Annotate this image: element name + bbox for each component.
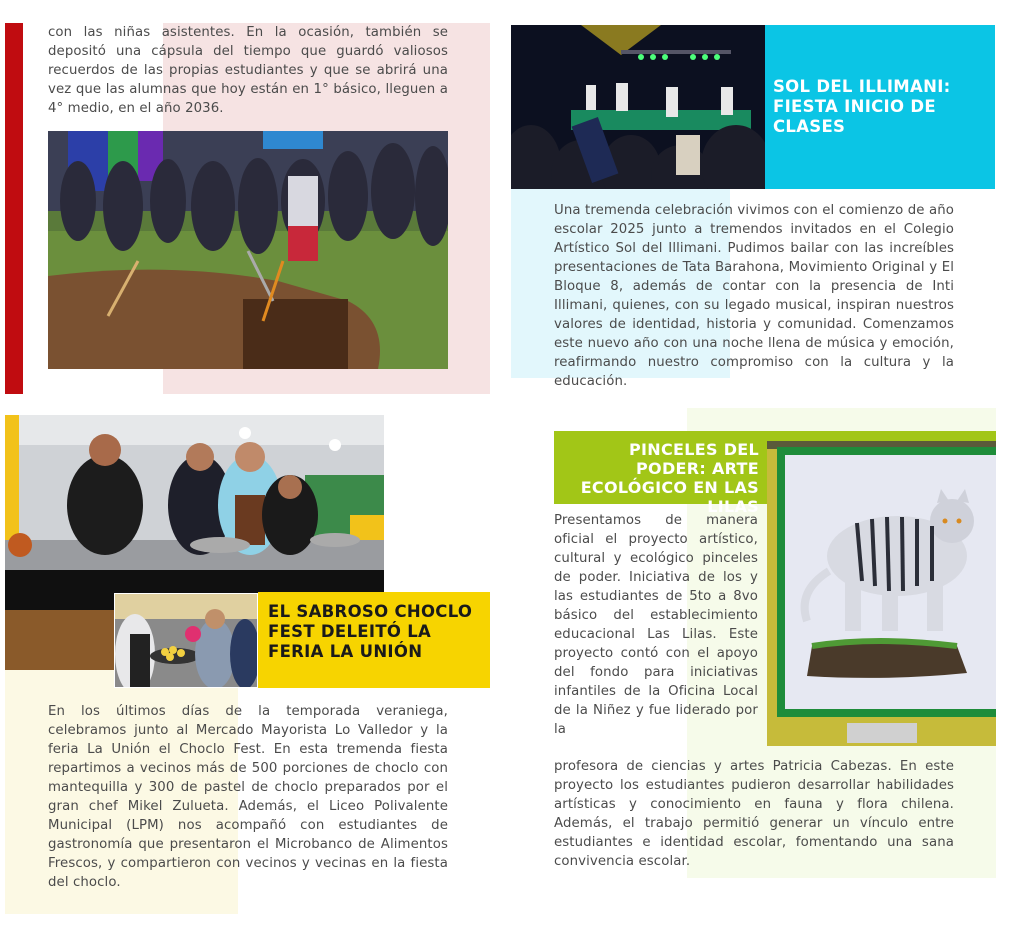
sol-illimani-headline: SOL DEL ILLIMANI: FIESTA INICIO DE CLASES: [773, 77, 951, 136]
corn-serving-photo-illustration: [115, 594, 257, 687]
pinceles-article-body-column: Presentamos de manera oficial el proyecto artístico, cultural y ecológico pinceles de poder. Iniciativa de los y las estudiantes de 5to a 8vo básico del establecimiento educacional Las Lilas. Este proyecto contó con el apoyo del fondo para iniciativas infantiles de la Oficina Local de la Niñez y fue liderado por la: [554, 513, 758, 737]
choclo-fest-article-body: En los últimos días de la temporada veraniega, celebramos junto al Mercado Mayorista Lo Valledor y la feria La Unión el Choclo Fest. En esta tremenda fiesta repartimos a vecinos más de 500 porciones de choclo con mantequilla y 300 de pastel de choclo preparados por el gran chef Mikel Zulueta. Además, el Liceo Polivalente Municipal (LPM) nos acompañó con estudiantes de gastronomía que presentaron el Microbanco de Alimentos Frescos, y compartieron con vecinos y vecinas en la fiesta del choclo.: [48, 704, 448, 890]
students-serving-corn-photo: [114, 593, 258, 688]
choclo-fest-headline: EL SABROSO CHOCLO FEST DELEITÓ LA FERIA LA UNIÓN: [268, 602, 473, 661]
cat-painting-illustration: [767, 441, 996, 746]
concert-photo-illustration: [511, 25, 765, 189]
wild-cat-painting-photo: [767, 441, 996, 746]
sol-illimani-article-body: Una tremenda celebración vivimos con el comienzo de año escolar 2025 junto a tremendos invitados en el Colegio Artístico Sol del Illimani. Pudimos bailar con las increíbles presentaciones de Tata Barahona, Movimiento Original y El Bloque 8, además de contar con la presencia de Inti Illimani, quienes, con su legado musical, inspiran nuestros valores de identidad, historia y comunidad. Comenzamos este nuevo año con una noche llena de música y emoción, reafirmando nuestro compromiso con la cultura y la educación.: [554, 203, 954, 389]
concert-stage-crowd-photo: [511, 25, 765, 189]
pinceles-headline: PINCELES DEL PODER: ARTE ECOLÓGICO EN LAS LILAS: [580, 440, 759, 516]
pinceles-article-body-continued: profesora de ciencias y artes Patricia Cabezas. En este proyecto los estudiantes pudieron desarrollar habilidades artísticas y conocimiento en fauna y flora chilena. Además, el trabajo permitió generar un vínculo entre estudiantes e identidad escolar, fomentando una sana convivencia escolar.: [554, 759, 954, 869]
red-accent-bar: [5, 23, 23, 394]
time-capsule-photo-illustration: [48, 131, 448, 369]
capsula-article-body: con las niñas asistentes. En la ocasión, también se depositó una cápsula del tiempo que guardó valiosos recuerdos de las propias estudiantes y que se abrirá una vez que las alumnas que hoy están en 1° básico, lleguen a 4° medio, en el año 2036.: [48, 25, 448, 116]
students-burying-time-capsule-photo: [48, 131, 448, 369]
